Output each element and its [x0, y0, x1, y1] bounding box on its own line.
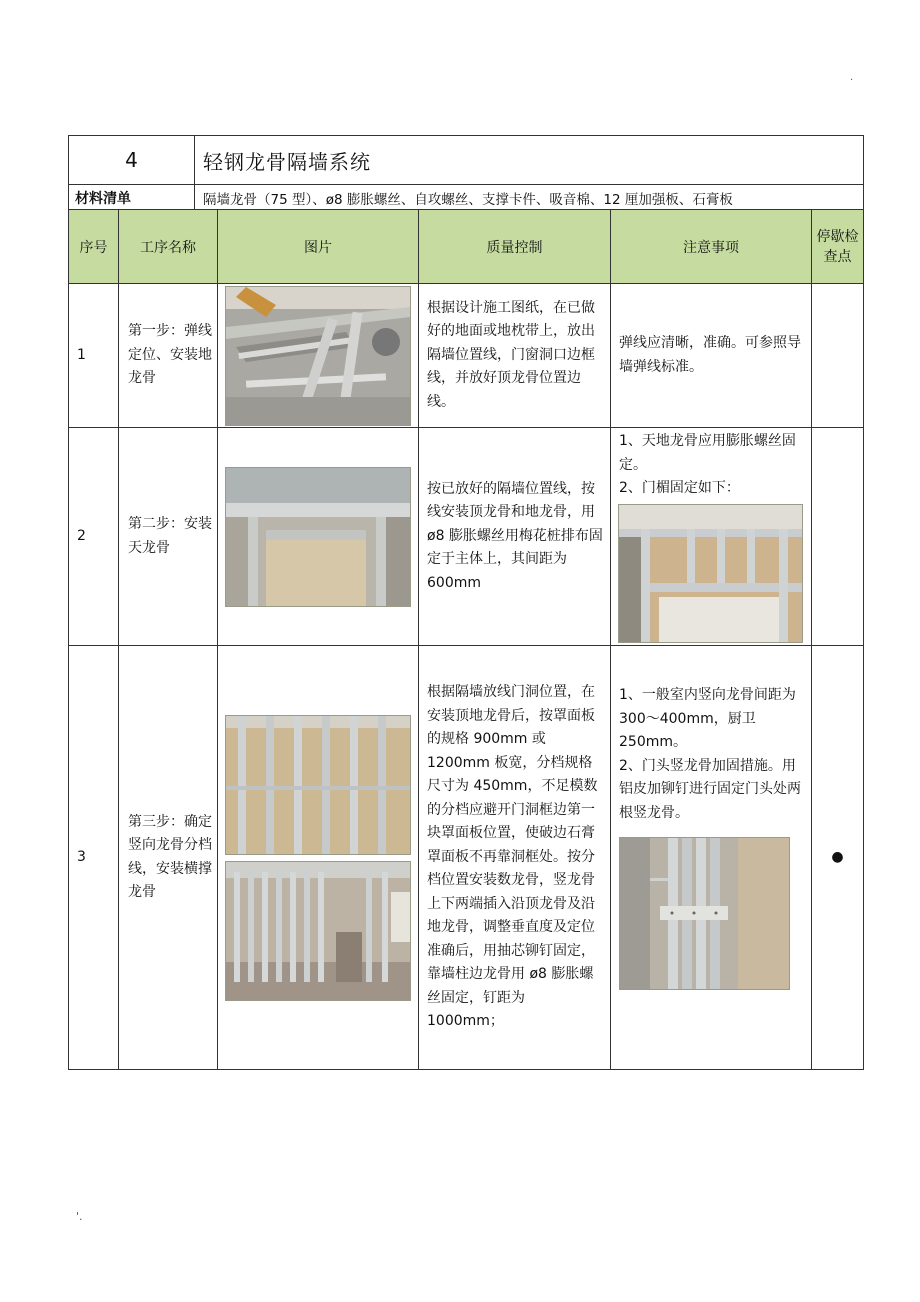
floor-track-photo	[225, 286, 411, 426]
door-stud-reinforcement-photo	[619, 837, 790, 990]
row-number: 3	[69, 646, 119, 1070]
header-photo: 图片	[218, 210, 419, 284]
materials-value: 隔墙龙骨（75 型）、ø8 膨胀螺丝、自攻螺丝、支撑卡件、吸音棉、12 厘加强板、石膏板	[195, 185, 864, 211]
notes-cell	[611, 284, 812, 428]
stop-check-mark: ●	[812, 646, 864, 1070]
corner-mark-bottom: '.	[76, 1210, 83, 1223]
stop-check-mark	[812, 284, 864, 428]
note-line: 弹线应清晰，准确。可参照导墙弹线标准。	[619, 335, 801, 375]
header-note: 注意事项	[611, 210, 812, 284]
process-table	[68, 209, 864, 1070]
row-number: 2	[69, 428, 119, 646]
corner-mark-top: .	[850, 72, 854, 83]
note-line: 1、天地龙骨应用膨胀螺丝固定。	[619, 433, 796, 473]
door-header-photo	[618, 504, 803, 643]
quality-control-text: 根据隔墙放线门洞位置，在安装顶地龙骨后，按罩面板的规格 900mm 或 1200mm 板宽，分档规格尺寸为 450mm，不足模数的分档应避开门洞框边第一块罩面板位置，使破边石膏罩面板不再靠洞框处。按分档位置安装数龙骨，竖龙骨上下两端插入沿顶龙骨及沿地龙骨，调整垂直度及定位准确后，用抽芯铆钉固定，靠墙柱边龙骨用 ø8 膨胀螺丝固定，钉距为 1000mm；	[419, 646, 611, 1070]
photo-cell	[218, 428, 419, 646]
table-row	[69, 646, 864, 1070]
header-qc: 质量控制	[419, 210, 611, 284]
note-line: 2、门楣固定如下：	[619, 480, 740, 496]
system-row	[69, 136, 864, 185]
step-name: 第一步：弹线定位、安装地龙骨	[119, 284, 218, 428]
stud-framing-photo	[225, 861, 411, 1001]
quality-control-text: 根据设计施工图纸，在已做好的地面或地枕带上，放出隔墙位置线，门窗洞口边框线，并放好顶龙骨位置边线。	[419, 284, 611, 428]
note-line: 1、一般室内竖向龙骨间距为 300～400mm，厨卫 250mm。	[619, 687, 796, 750]
table-row	[69, 284, 864, 428]
materials-label: 材料清单	[69, 185, 195, 211]
photo-cell	[218, 646, 419, 1070]
header-num: 序号	[69, 210, 119, 284]
system-title: 轻钢龙骨隔墙系统	[195, 136, 864, 185]
row-number: 1	[69, 284, 119, 428]
quality-control-text: 按已放好的隔墙位置线，按线安装顶龙骨和地龙骨，用 ø8 膨胀螺丝用梅花桩排布固定于主体上，其间距为 600mm	[419, 428, 611, 646]
system-number: 4	[69, 136, 195, 185]
notes-cell	[611, 646, 812, 1070]
notes-cell	[611, 428, 812, 646]
stop-check-mark	[812, 428, 864, 646]
header-step: 工序名称	[119, 210, 218, 284]
vertical-studs-photo	[225, 715, 411, 855]
note-line: 2、门头竖龙骨加固措施。用铝皮加铆钉进行固定门头处两根竖龙骨。	[619, 757, 801, 821]
table-row	[69, 428, 864, 646]
step-name: 第三步：确定竖向龙骨分档线，安装横撑龙骨	[119, 646, 218, 1070]
table-header-row	[69, 210, 864, 284]
ceiling-track-photo	[225, 467, 411, 607]
step-name: 第二步：安装天龙骨	[119, 428, 218, 646]
photo-cell	[218, 284, 419, 428]
header-stop: 停歇检查点	[812, 210, 864, 284]
system-header-table	[68, 135, 864, 211]
materials-row	[69, 185, 864, 211]
